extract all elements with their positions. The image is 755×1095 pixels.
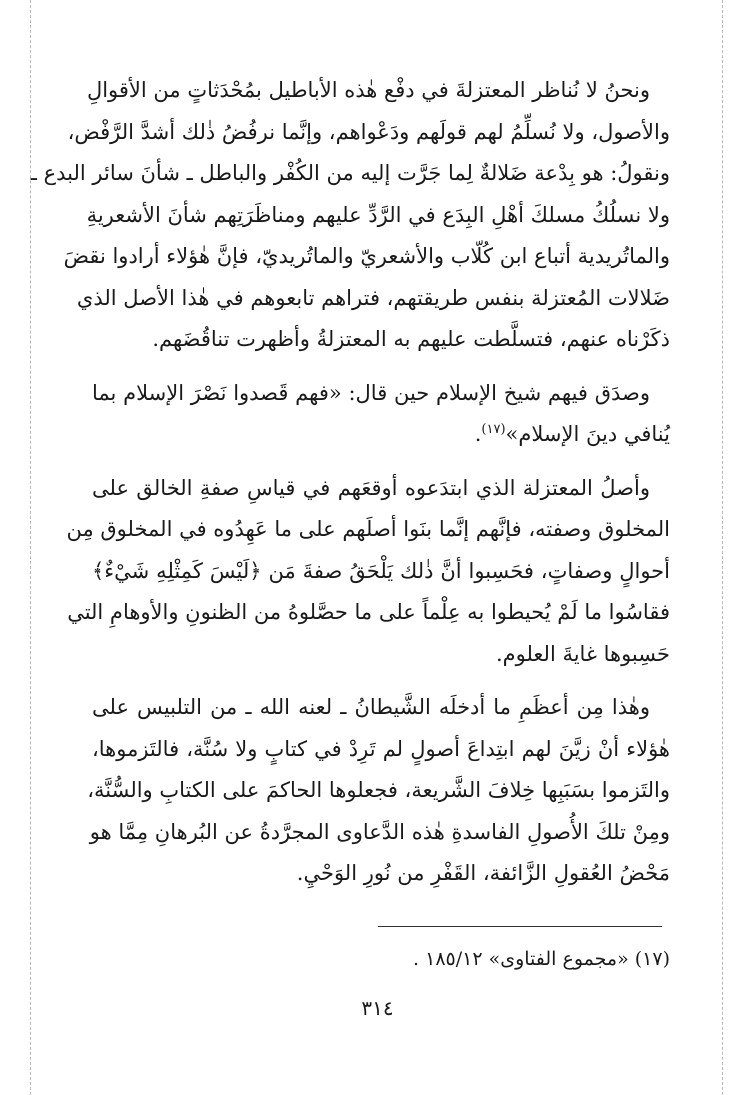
body-text	[30, 70, 670, 907]
footnote-reference: (١٧)	[481, 422, 506, 437]
text-line: ولا نسلُكُ مسلكَ أهْلِ البِدَع في الرَّدِّ عليهم ومناظَرَتِهم شأنَ الأشعريةِ	[86, 202, 670, 227]
text-line: ذكَرْناه عنهم، فتسلَّطت عليهم به المعتزلةُ وأظهرت تناقُضَهم.	[152, 327, 670, 351]
text-line-content: يُنافي دينَ الإسلام»	[505, 422, 670, 446]
text-line: وصدَق فيهم شيخ الإسلام حين قال: «فهم قَصدوا نَصْرَ الإسلام بما	[92, 380, 650, 405]
text-line: ضَلالات المُعتزلة بنفس طريقتهم، فتراهم تابعوهم في هٰذا الأصل الذي	[76, 285, 670, 310]
text-line: المخلوق وصفته، فإنَّهم إنَّما بنَوا أصلَهم على ما عَهِدُوه في المخلوق مِن	[66, 517, 670, 541]
text-line: ومِنْ تلكَ الأُصولِ الفاسدةِ هٰذه الدَّعاوى المجرَّدةُ عن البُرهانِ مِمَّا هو	[89, 819, 670, 844]
text-line: فقاسُوا ما لَمْ يُحيطوا به عِلْماً على ما حصَّلوهُ من الظنونِ والأوهامِ التي	[67, 600, 670, 624]
text-line: يُنافي دينَ الإسلام»$^{(١٧)}$.	[474, 422, 670, 446]
text-line: وأصلُ المعتزلة الذي ابتدَعوه أوقعَهم في قياسِ صفةِ الخالق على	[92, 475, 650, 500]
text-line: والماتُريدية أتباع ابن كُلّاب والأشعريّ والماتُريديّ، فإنَّ هٰؤلاء أرادوا نقضَ	[63, 244, 670, 268]
text-line: ونحنُ لا نُناظر المعتزلةَ في دفْع هٰذه الأباطيل بمُحْدَثاتٍ من الأقوالِ	[86, 78, 650, 102]
paragraph-2	[92, 373, 670, 456]
text-line: حَسِبوها غايةَ العلوم.	[495, 641, 670, 666]
text-line: أحوالٍ وصفاتٍ، فحَسِبوا أنَّ ذٰلك يَلْحَقُ صفةَ مَن ﴿لَيْسَ كَمِثْلِهِ شَيْءٌ﴾	[92, 558, 670, 583]
paragraph-3	[66, 468, 670, 676]
page-number: ٣١٤	[361, 996, 394, 1020]
text-line: هٰؤلاء أنْ زيَّنَ لهم ابتِداعَ أصولٍ لم تَرِدْ في كتابٍ ولا سُنَّة، فالتَزموها،	[92, 736, 670, 761]
text-line: والتَزموا بسَبَبِها خِلافَ الشَّريعة، فجعلوها الحاكمَ على الكتابِ والسُّنَّة،	[87, 778, 670, 802]
text-line: ونقولُ: هو بِدْعة ضَلالةٌ لِما جَرَّت إليه من الكُفْر والباطل ـ شأنَ سائر البدع ـ	[30, 161, 670, 185]
scan-guide-right	[722, 0, 723, 1095]
text-line: والأصول، ولا نُسلِّمُ لهم قولَهم ودَعْواهم، وإنَّما نرفُضُ ذٰلك أشدَّ الرَّفْض،	[67, 119, 670, 144]
paragraph-4	[87, 687, 670, 895]
footnote: (١٧) «مجموع الفتاوى» ١٨٥/١٢ .	[413, 948, 670, 970]
text-line: وهٰذا مِن أعظَمِ ما أدخلَه الشَّيطانُ ـ لعنه الله ـ من التلبيس على	[92, 695, 650, 719]
paragraph-1	[30, 70, 670, 361]
text-line: مَحْضُ العُقولِ الزَّائفة، القَفْرِ من نُورِ الوَحْيِ.	[296, 861, 670, 885]
footnote-divider	[378, 926, 662, 927]
